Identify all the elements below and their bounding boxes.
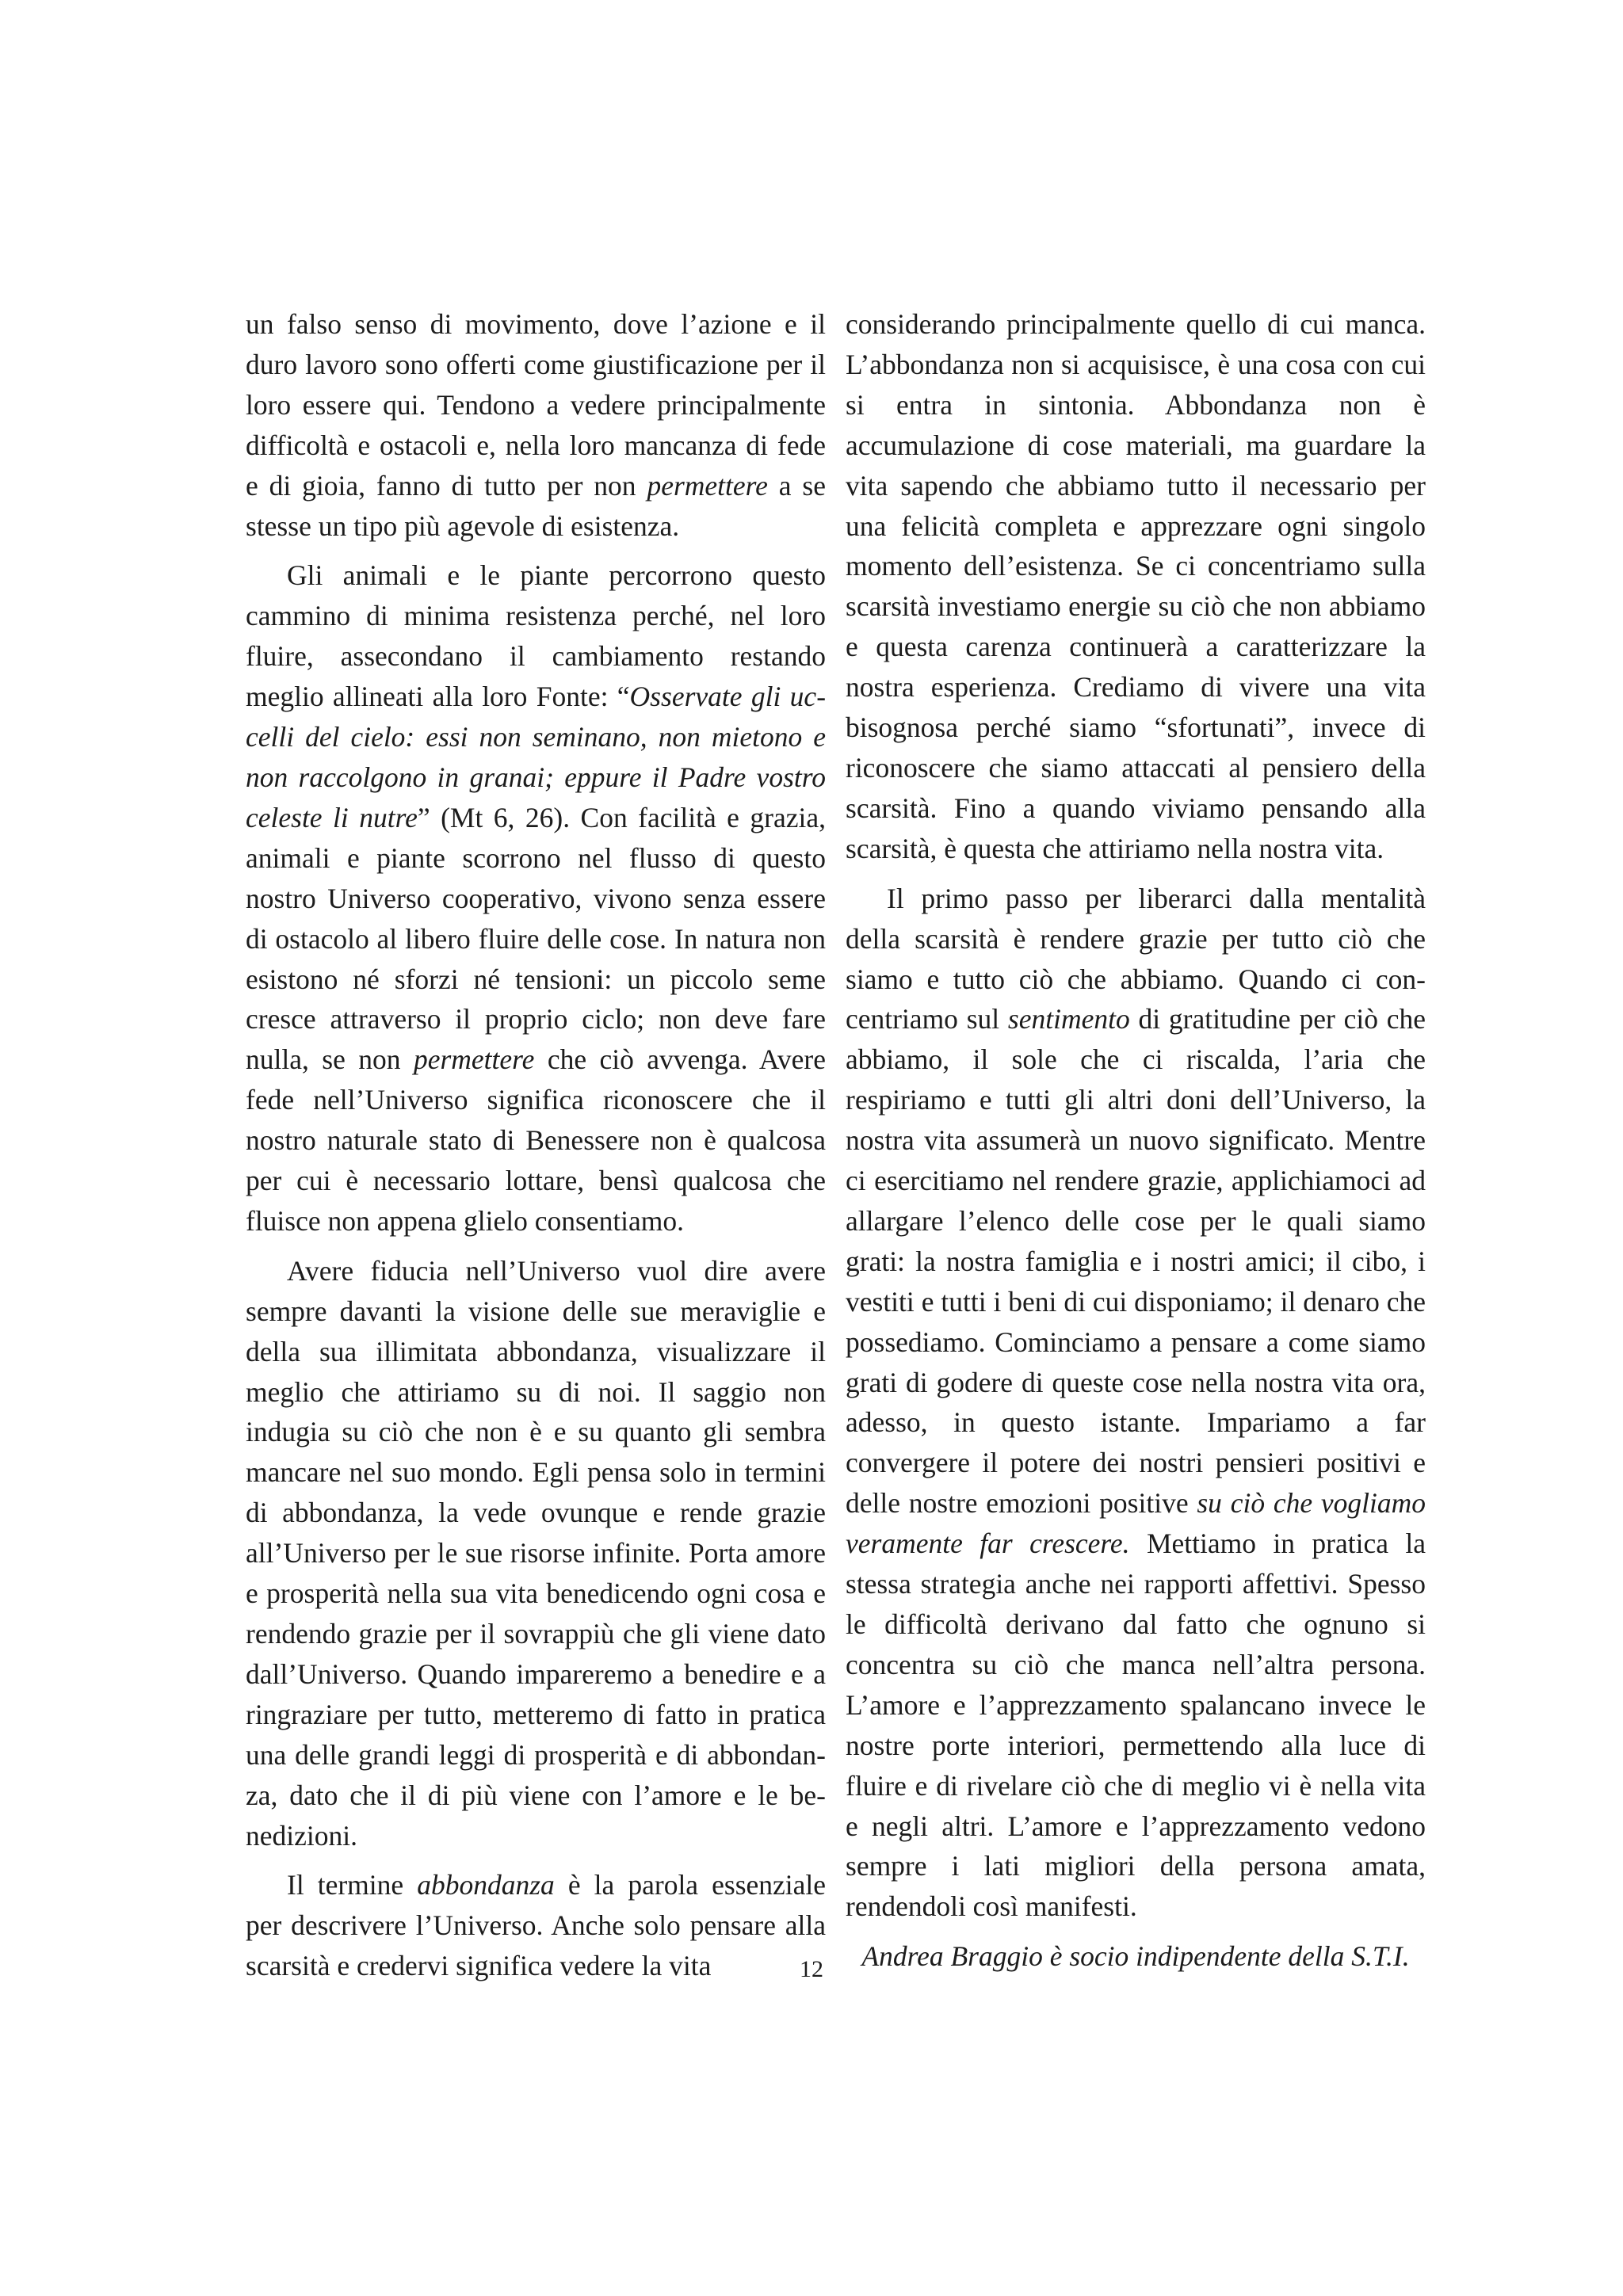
emphasis: permettere [647, 469, 768, 502]
left-column [246, 304, 826, 1996]
paragraph: Il primo passo per liberarci dalla mentalità della scarsità è rendere grazie per tutto ciò che siamo e tutto ciò che abbiamo. Quando ci concentriamo sul sentimento di gratitudine per ciò che abbiamo, il sole che ci riscalda, l’aria che respiriamo e tutti gli altri doni dell’Universo, la nostra vita assumerà un nuovo significato. Mentre ci esercitiamo nel rendere grazie, applichiamoci ad allargare l’elenco delle cose per le quali siamo grati: la nostra famiglia e i nostri amici; il cibo, i vestiti e tutti i beni di cui disponiamo; il denaro che possediamo. Cominciamo a pensare a come siamo grati di godere di queste cose nella nostra vita ora, adesso, in questo istante. Impariamo a far convergere il potere dei nostri pensieri positivi e delle nostre emozioni positive su ciò che vogliamo veramente far crescere. Mettiamo in pratica la stessa strategia anche nei rapporti affettivi. Spesso le difficoltà derivano dal fatto che ognuno si concentra su ciò che manca nell’altra persona. L’amore e l’apprezzamento spalancano invece le nostre porte interiori, permettendo alla luce di fluire e di rivelare ciò che di meglio vi è nella vita e negli altri. L’amore e l’apprezzamento vedono sempre i lati migliori della persona amata, rendendoli così manifesti. [846, 882, 1426, 1923]
paragraph: Il termine abbondanza è la parola essenziale per descrivere l’Universo. Anche solo pensare alla scarsità e credervi significa vedere la vita [246, 1869, 827, 1982]
page-number: 12 [800, 1956, 823, 1982]
emphasis: su ciò che vogliamo veramente far crescere. [846, 1487, 1426, 1560]
paragraph: Avere fiducia nell’Universo vuol dire avere sempre davanti la visione delle sue meraviglie e della sua illimitata abbondanza, visualizzare il meglio che attiriamo su di noi. Il saggio non indugia su ciò che non è e su quanto gli sembra mancare nel suo mondo. Egli pensa solo in termini di abbondanza, la vede ovunque e rende grazie all’Universo per le sue risorse infinite. Porta amore e prosperità nella sua vita benedicendo ogni cosa e rendendo grazie per il sovrappiù che gli viene dato dall’Universo. Quando impareremo a benedire e a ringraziare per tutto, metteremo di fatto in pratica una delle grandi leggi di prosperità e di abbondanza, dato che il di più viene con l’amore e le benedizioni. [246, 1254, 826, 1852]
paragraph: un falso senso di movimento, dove l’azione e il duro lavoro sono offerti come giustificazione per il loro essere qui. Tendono a vedere principalmente difficoltà e ostacoli e, nella loro mancanza di fede e di gioia, fanno di tutto per non permettere a se stesse un tipo più agevole di esistenza. [246, 308, 826, 542]
author-signature: Andrea Braggio è socio indipendente della S.T.I. [861, 1940, 1410, 1973]
emphasis: sentimento [1007, 1003, 1130, 1035]
right-column [846, 304, 1426, 1986]
paragraph: Gli animali e le piante percorrono questo cammino di minima resistenza perché, nel loro fluire, assecondano il cambiamento restando meglio allineati alla loro Fonte: “Osservate gli uccelli del cielo: essi non seminano, non mietono e non raccolgono in granai; eppure il Padre vostro celeste li nutre” (Mt 6, 26). Con facilità e grazia, animali e piante scorrono nel flusso di questo nostro Universo cooperativo, vivono senza essere di ostacolo al libero fluire delle cose. In natura non esistono né sforzi né tensioni: un piccolo seme cresce attraverso il proprio ciclo; non deve fare nulla, se non permettere che ciò avvenga. Avere fede nell’Universo significa riconoscere che il nostro naturale stato di Benessere non è qualcosa per cui è necessario lottare, bensì qualcosa che fluisce non appena glielo consentiamo. [246, 559, 827, 1237]
emphasis: abbondanza [417, 1869, 555, 1901]
emphasis: permettere [413, 1043, 535, 1076]
scripture-quote: Osservate gli uccelli del cielo: essi non seminano, non mietono e non raccolgono in granai; eppure il Padre vostro celeste li nutre [246, 681, 827, 833]
paragraph: considerando principalmente quello di cui manca. L’abbondanza non si acquisisce, è una cosa con cui si entra in sintonia. Abbondanza non è accumulazione di cose materiali, ma guardare la vita sapendo che abbiamo tutto il necessario per una felicità completa e apprezzare ogni singolo momento dell’esistenza. Se ci concentriamo sulla scarsità investiamo energie su ciò che non abbiamo e questa carenza continuerà a caratterizzare la nostra esperienza. Crediamo di vivere una vita bisognosa perché siamo “sfortunati”, invece di riconoscere che siamo attaccati al pensiero della scarsità. Fino a quando viviamo pensando alla scarsità, è questa che attiriamo nella nostra vita. [846, 308, 1426, 864]
